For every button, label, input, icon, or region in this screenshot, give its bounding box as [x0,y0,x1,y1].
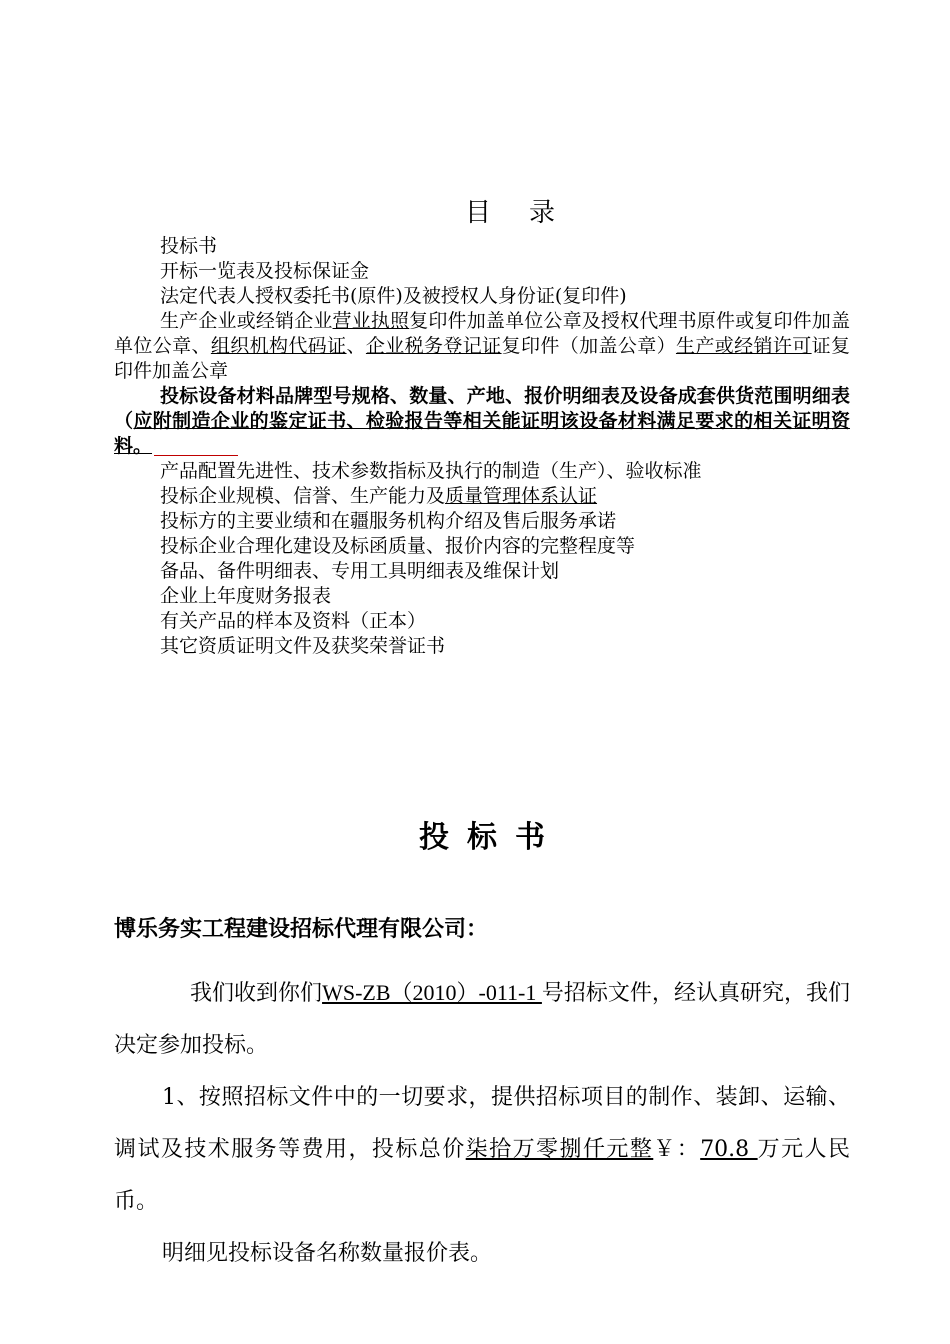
production-license-link: 生产或经销许可 [675,335,812,357]
toc-item [114,309,850,384]
toc-item: 产品配置先进性、技术参数指标及执行的制造（生产）、验收标准 [160,460,702,482]
toc-item: 企业上年度财务报表 [160,585,332,607]
toc-text: 、 [346,335,366,357]
toc-item-bold [114,384,850,459]
paragraph [114,1072,850,1228]
amount-number: 70.8 [700,1137,758,1162]
toc-item: 其它资质证明文件及获奖荣誉证书 [160,635,446,657]
paragraph: 明细见投标设备名称数量报价表。 [162,1241,493,1266]
para-text: 我们收到你们 [190,981,323,1006]
para-text: 万元人民币。 [114,1137,850,1214]
toc-item [114,484,850,509]
toc-item: 有关产品的样本及资料（正本） [160,610,427,632]
org-code-link: 组织机构代码证 [210,335,347,357]
red-underline [154,455,238,456]
toc-title-char: 录 [529,198,556,228]
business-license-link: 营业执照 [332,310,410,332]
paragraph [114,967,850,1072]
toc-item: 投标书 [160,235,218,257]
para-text: ￥： [653,1137,701,1162]
toc-item: 投标企业合理化建设及标函质量、报价内容的完整程度等 [160,535,636,557]
para-text: 号招标文件，经认真研究，我们决定参加投标。 [114,981,850,1058]
toc-item: 法定代表人授权委托书(原件)及被授权人身份证(复印件) [160,285,627,307]
toc-item: 投标方的主要业绩和在疆服务机构介绍及售后服务承诺 [160,510,617,532]
quality-cert-link: 质量管理体系认证 [445,485,598,507]
toc-text: 复印件加盖单位公章及授权代理书原件或复印件加盖单位公章、 [114,310,850,357]
toc-title [0,192,950,229]
toc-text: 投标设备材料品牌型号规格、数量、产地、报价明细表及设备成套供货范围明细表（ [114,385,850,432]
table-of-contents [114,234,850,659]
bid-title-char: 标 [467,820,497,855]
para-text: 1、按照招标文件中的一切要求，提供招标项目的制作、装卸、运输、调试及技术服务等费用，投标总价 [114,1085,850,1162]
toc-item: 备品、备件明细表、专用工具明细表及维保计划 [160,560,560,582]
certificates-link: 应附制造企业的鉴定证书、检验报告等相关能证明该设备材料满足要求的相关证明资料。 [114,410,850,457]
toc-text: 投标企业规模、信誉、生产能力及 [160,485,446,507]
amount-in-words: 柒拾万零捌仟元整 [465,1137,654,1162]
bid-title-char: 投 [419,820,449,855]
bid-title-char: 书 [515,820,545,855]
recipient: 博乐务实工程建设招标代理有限公司： [114,916,489,942]
toc-text: 生产企业或经销企业 [160,310,333,332]
bid-body [114,914,850,1280]
tax-registration-link: 企业税务登记证 [365,335,502,357]
toc-text: 复印件（加盖公章） [501,335,676,357]
toc-text: 证复印件加盖公章 [114,335,850,382]
bid-title [0,812,950,856]
tender-doc-number: WS-ZB（2010）-011-1 [322,980,542,1005]
toc-item: 开标一览表及投标保证金 [160,260,370,282]
toc-title-char: 目 [464,198,491,228]
